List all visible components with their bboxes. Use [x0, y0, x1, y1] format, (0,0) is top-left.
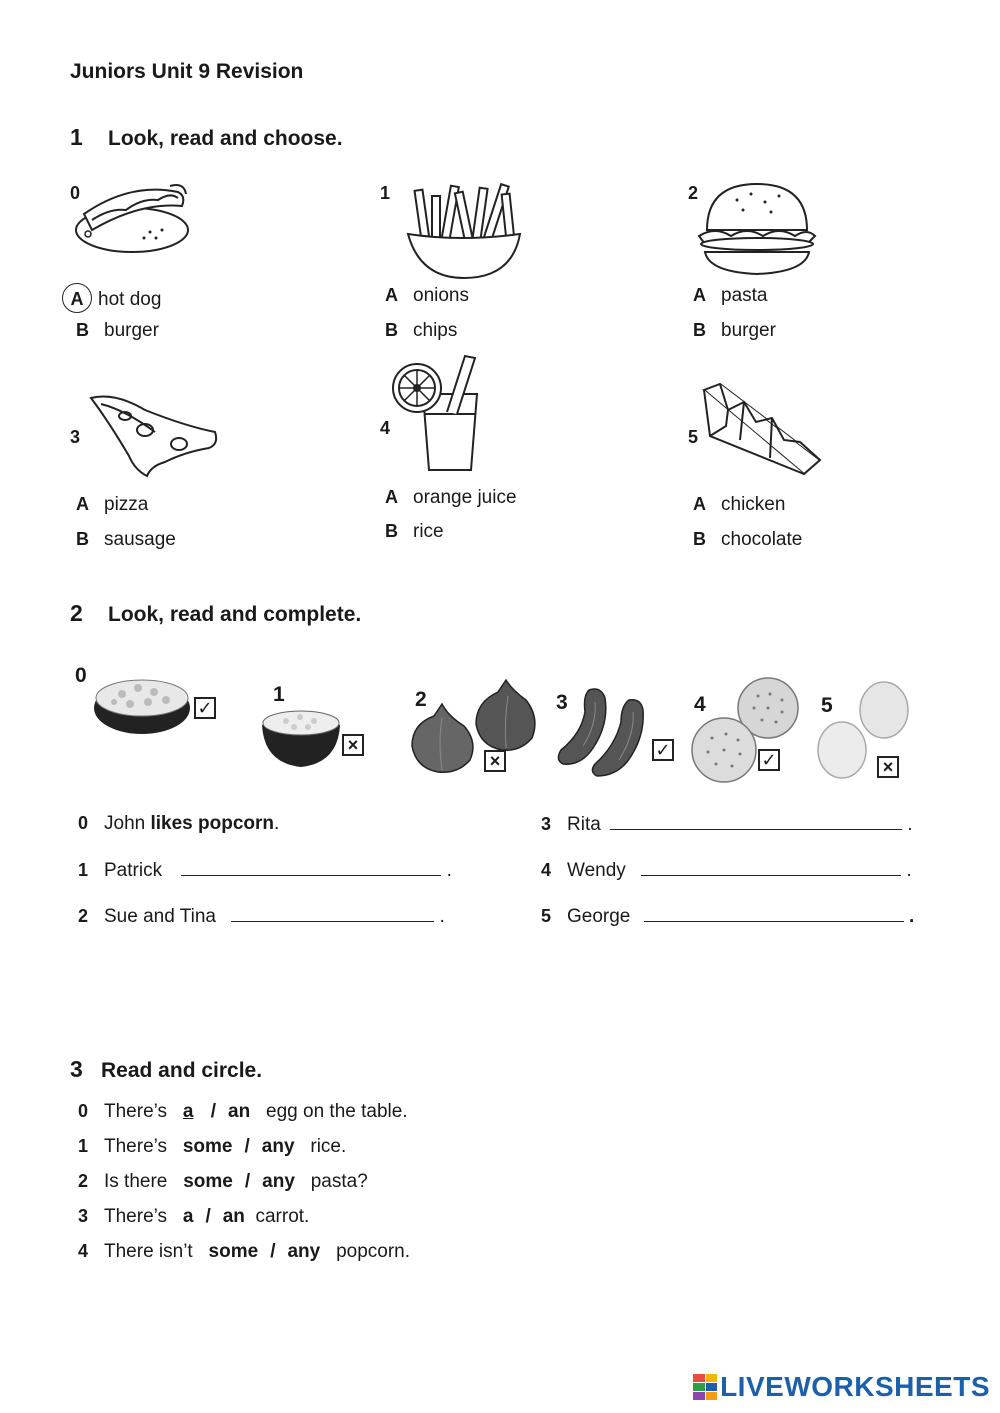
section-2-heading: 2 Look, read and complete. [70, 600, 362, 626]
s2-sentence-0: 0 John likes popcorn. [78, 813, 280, 834]
burger-icon [695, 180, 819, 280]
rice-bowl-icon [260, 707, 342, 769]
s1-item-4-number: 4 [380, 418, 391, 438]
eggs-icon [814, 680, 914, 786]
s3-item-1: 1 There’s some / any rice. [78, 1136, 347, 1157]
option-b[interactable]: any [262, 1171, 295, 1192]
chocolate-icon [700, 380, 830, 480]
s1-item-4-option-b: B rice [385, 521, 444, 542]
s1-item-3-option-b: B sausage [76, 529, 176, 550]
s1-item-3-option-a: A pizza [76, 494, 149, 515]
section-1-heading: 1 Look, read and choose. [70, 124, 343, 150]
s1-item-4-option-a: A orange juice [385, 487, 517, 508]
logo-mark-icon [693, 1374, 717, 1400]
section-3-number: 3 [70, 1056, 83, 1082]
s2-picture-0-mark: ✓ [194, 697, 216, 719]
s1-item-5-option-b: B chocolate [693, 529, 803, 550]
hot-dog-icon [70, 172, 200, 262]
biscuits-icon [688, 676, 802, 786]
s2-picture-4-number: 4 [694, 693, 706, 716]
s1-item-0-number: 0 [70, 183, 81, 203]
option-b[interactable]: any [287, 1241, 321, 1262]
s1-item-5-number: 5 [688, 427, 699, 447]
s1-item-0-option-a: A hot dog [70, 283, 161, 313]
pizza-icon [85, 392, 225, 482]
answer-blank[interactable] [641, 859, 901, 876]
answer-blank[interactable] [181, 859, 441, 876]
s2-picture-1-number: 1 [273, 683, 285, 706]
s2-picture-3-number: 3 [556, 691, 568, 714]
s1-item-1-option-b: B chips [385, 320, 458, 341]
answer-blank[interactable] [644, 905, 904, 922]
page-title: Juniors Unit 9 Revision [70, 60, 304, 83]
s1-item-1-number: 1 [380, 183, 391, 203]
s1-item-5-option-a: A chicken [693, 494, 786, 515]
s2-picture-0-number: 0 [75, 664, 87, 687]
s3-item-4: 4 There isn’t some / any popcorn. [78, 1241, 411, 1262]
s2-picture-2-mark: × [484, 750, 506, 772]
s3-item-0: 0 There’s a / an egg on the table. [78, 1101, 408, 1122]
option-b[interactable]: any [261, 1136, 295, 1157]
s1-item-2-option-b: B burger [693, 320, 776, 341]
s1-item-2-number: 2 [688, 183, 699, 203]
option-a[interactable]: some [183, 1171, 233, 1192]
s2-picture-1-mark: × [342, 734, 364, 756]
s1-item-3-number: 3 [70, 427, 81, 447]
s2-sentence-1: 1 Patrick . [78, 860, 452, 881]
s3-item-3: 3 There’s a / an carrot. [78, 1206, 310, 1227]
option-a[interactable]: some [182, 1136, 233, 1157]
s2-picture-5-number: 5 [821, 694, 833, 717]
s1-item-1-option-a: A onions [385, 285, 469, 306]
onions-icon [408, 678, 540, 776]
popcorn-icon [92, 668, 192, 746]
s2-picture-2-number: 2 [415, 688, 427, 711]
s1-item-0-option-b: B burger [76, 320, 159, 341]
option-b[interactable]: an [228, 1101, 251, 1122]
s2-sentence-2: 2 Sue and Tina . [78, 906, 445, 927]
option-a[interactable]: a [182, 1206, 194, 1227]
answer-blank[interactable] [610, 813, 902, 830]
liveworksheets-logo: LIVEWORKSHEETS [693, 1371, 990, 1403]
sausages-icon [553, 684, 653, 780]
circled-answer: A [62, 283, 92, 313]
section-1-number: 1 [70, 124, 83, 150]
answer-blank[interactable] [231, 905, 434, 922]
s2-picture-4-mark: ✓ [758, 749, 780, 771]
s2-picture-3-mark: ✓ [652, 739, 674, 761]
s2-picture-5-mark: × [877, 756, 899, 778]
section-3-heading: 3 Read and circle. [70, 1056, 263, 1082]
orange-juice-icon [385, 352, 505, 480]
s1-item-2-option-a: A pasta [693, 285, 768, 306]
option-b[interactable]: an [222, 1206, 245, 1227]
s2-sentence-5: 5 George . [541, 906, 915, 927]
option-a-underlined[interactable]: a [182, 1101, 194, 1122]
option-a[interactable]: some [208, 1241, 259, 1262]
section-2-number: 2 [70, 600, 83, 626]
chips-icon [400, 178, 530, 282]
s3-item-2: 2 Is there some / any pasta? [78, 1171, 368, 1192]
s2-sentence-3: 3 Rita . [541, 814, 913, 835]
s2-sentence-4: 4 Wendy . [541, 860, 912, 881]
example-answer: likes popcorn [150, 813, 275, 834]
